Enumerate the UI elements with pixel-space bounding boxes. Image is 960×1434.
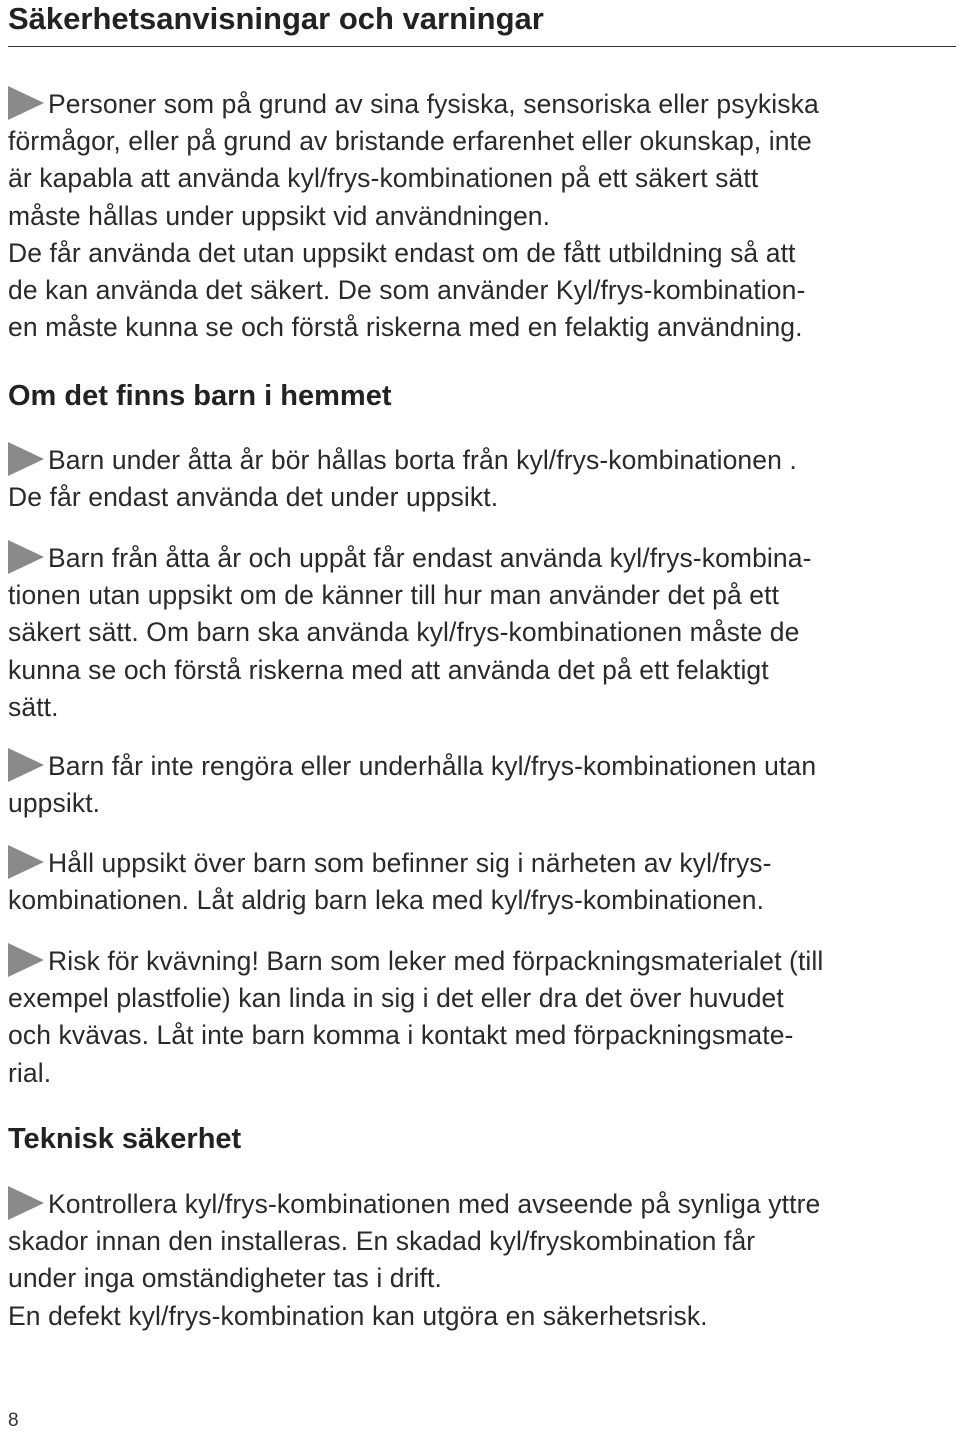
bullet-arrow-icon bbox=[8, 943, 44, 977]
bullet-arrow-icon bbox=[8, 845, 44, 879]
paragraph-line: de kan använda det säkert. De som använder Kyl/frys-kombination- bbox=[8, 275, 806, 306]
paragraph-line: en måste kunna se och förstå riskerna med en felaktig användning. bbox=[8, 312, 803, 343]
paragraph-line: förmågor, eller på grund av bristande erfarenhet eller okunskap, inte bbox=[8, 126, 812, 157]
paragraph-line: och kvävas. Låt inte barn komma i kontakt med förpackningsmate- bbox=[8, 1020, 794, 1051]
paragraph-line: rial. bbox=[8, 1057, 52, 1088]
bullet-arrow-icon bbox=[8, 1186, 44, 1220]
page-title: Säkerhetsanvisningar och varningar bbox=[8, 1, 544, 36]
intro-paragraph bbox=[8, 86, 958, 346]
warning-item bbox=[8, 943, 958, 1092]
title-divider bbox=[8, 46, 956, 47]
paragraph-line: Personer som på grund av sina fysiska, sensoriska eller psykiska bbox=[8, 86, 958, 123]
paragraph-line: En defekt kyl/frys-kombination kan utgöra en säkerhetsrisk. bbox=[8, 1300, 708, 1331]
paragraph-line: Barn under åtta år bör hållas borta från kyl/frys-kombinationen . bbox=[8, 442, 958, 479]
paragraph-line: Kontrollera kyl/frys-kombinationen med avseende på synliga yttre bbox=[8, 1186, 958, 1223]
bullet-arrow-icon bbox=[8, 748, 44, 782]
paragraph-line: uppsikt. bbox=[8, 788, 101, 819]
paragraph-line: är kapabla att använda kyl/frys-kombinationen på ett säkert sätt bbox=[8, 163, 759, 194]
paragraph-line: under inga omständigheter tas i drift. bbox=[8, 1263, 442, 1294]
paragraph-line: kombinationen. Låt aldrig barn leka med kyl/frys-kombinationen. bbox=[8, 885, 765, 916]
paragraph-line: kunna se och förstå riskerna med att använda det på ett felaktigt bbox=[8, 654, 769, 685]
paragraph-line: De får använda det utan uppsikt endast om de fått utbildning så att bbox=[8, 237, 796, 268]
warning-item bbox=[8, 1186, 958, 1335]
paragraph-line: De får endast använda det under uppsikt. bbox=[8, 482, 499, 513]
paragraph-line: exempel plastfolie) kan linda in sig i det eller dra det över huvudet bbox=[8, 983, 784, 1014]
bullet-arrow-icon bbox=[8, 540, 44, 574]
paragraph-line: Barn får inte rengöra eller underhålla kyl/frys-kombinationen utan bbox=[8, 748, 958, 785]
warning-item bbox=[8, 540, 958, 726]
paragraph-line: Håll uppsikt över barn som befinner sig i närheten av kyl/frys- bbox=[8, 845, 958, 882]
paragraph-line: sätt. bbox=[8, 691, 59, 722]
paragraph-line: Risk för kvävning! Barn som leker med förpackningsmaterialet (till bbox=[8, 943, 958, 980]
bullet-arrow-icon bbox=[8, 442, 44, 476]
bullet-arrow-icon bbox=[8, 86, 44, 120]
paragraph-line: måste hållas under uppsikt vid användningen. bbox=[8, 200, 551, 231]
warning-item bbox=[8, 442, 958, 516]
page-number: 8 bbox=[8, 1410, 19, 1431]
paragraph-line: Barn från åtta år och uppåt får endast använda kyl/frys-kombina- bbox=[8, 540, 958, 577]
warning-item bbox=[8, 748, 958, 822]
paragraph-line: skador innan den installeras. En skadad kyl/fryskombination får bbox=[8, 1226, 756, 1257]
warning-item bbox=[8, 845, 958, 919]
section-heading-children: Om det finns barn i hemmet bbox=[8, 380, 392, 412]
section-heading-technical: Teknisk säkerhet bbox=[8, 1123, 242, 1155]
paragraph-line: tionen utan uppsikt om de känner till hur man använder det på ett bbox=[8, 580, 780, 611]
paragraph-line: säkert sätt. Om barn ska använda kyl/frys-kombinationen måste de bbox=[8, 617, 800, 648]
